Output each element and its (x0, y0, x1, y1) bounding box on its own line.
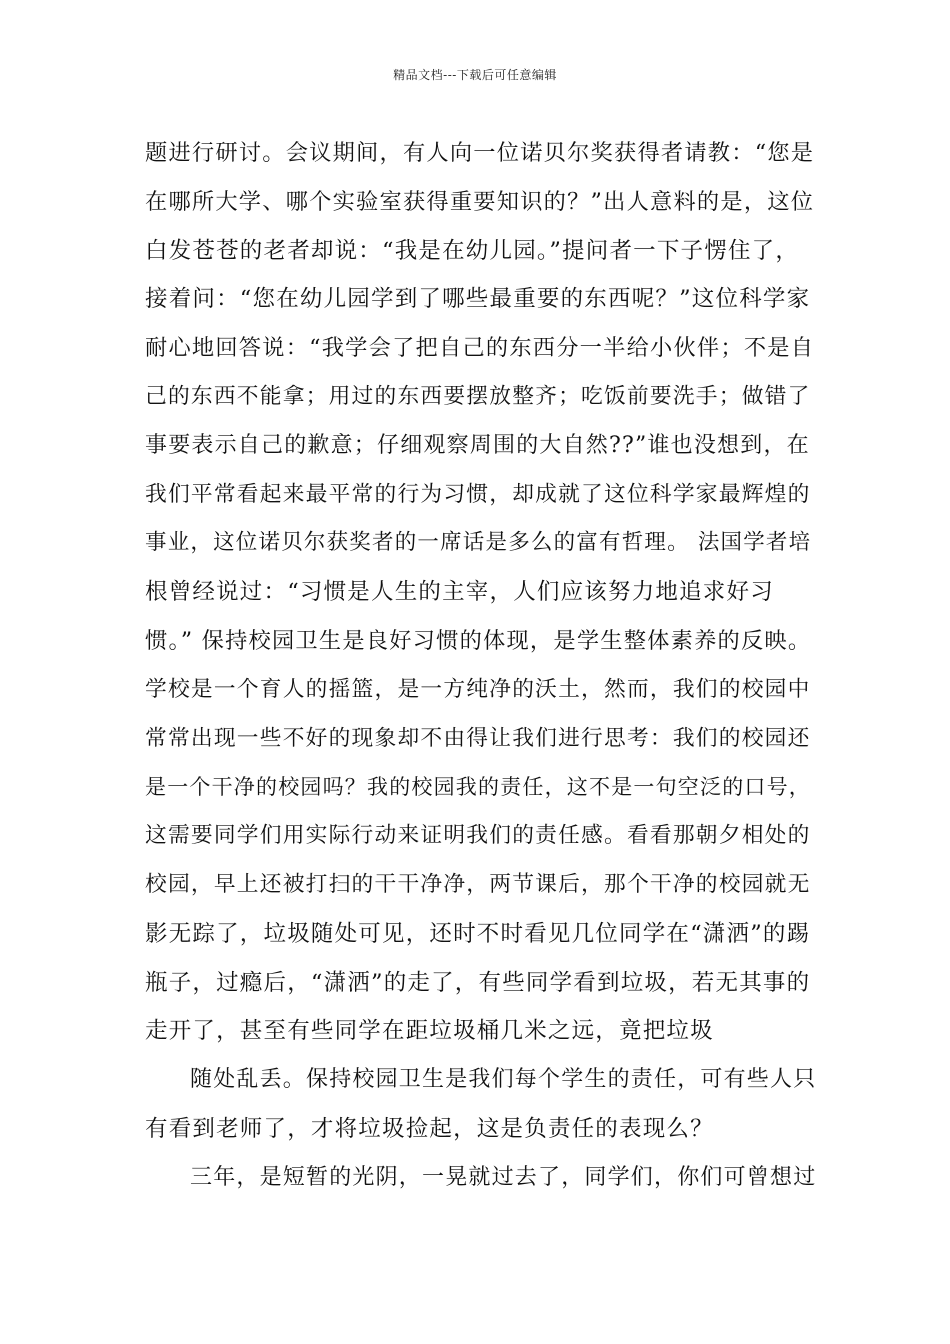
text-line: 走开了，甚至有些同学在距垃圾桶几米之远，竟把垃圾 (145, 1018, 714, 1045)
text-line: 在哪所大学、哪个实验室获得重要知识的？”出人意料的是，这位 (145, 188, 815, 215)
text-line: 学校是一个育人的摇篮，是一方纯净的沃土，然而，我们的校园中 (145, 676, 811, 702)
text-line: 惯。” 保持校园卫生是良好习惯的体现，是学生整体素养的反映。 (145, 627, 812, 654)
text-line: 我们平常看起来最平常的行为习惯，却成就了这位科学家最辉煌的 (145, 481, 811, 507)
text-line: 这需要同学们用实际行动来证明我们的责任感。看看那朝夕相处的 (145, 823, 811, 849)
text-line: 三年，是短暂的光阴，一晃就过去了，同学们，你们可曾想过 (190, 1164, 817, 1190)
text-line: 耐心地回答说：“我学会了把自己的东西分一半给小伙伴；不是自 (145, 335, 815, 362)
text-line: 影无踪了，垃圾随处可见，还时不时看见几位同学在“潇洒”的踢 (145, 920, 811, 947)
text-line: 己的东西不能拿；用过的东西要摆放整齐；吃饭前要洗手；做错了 (145, 383, 811, 409)
text-line: 题进行研讨。会议期间，有人向一位诺贝尔奖获得者请教：“您是 (145, 140, 815, 166)
text-line: 事要表示自己的歉意；仔细观察周围的大自然??”谁也没想到，在 (145, 432, 810, 458)
text-line: 白发苍苍的老者却说：“我是在幼儿园。”提问者一下子愣住了， (145, 237, 800, 264)
text-line: 随处乱丢。保持校园卫生是我们每个学生的责任，可有些人只 (190, 1067, 817, 1093)
text-line: 校园，早上还被打扫的干干净净，两节课后，那个干净的校园就无 (145, 871, 811, 897)
page-header: 精品文档---下载后可任意编辑 (393, 68, 557, 82)
text-line: 瓶子，过瘾后，“潇洒”的走了，有些同学看到垃圾，若无其事的 (145, 969, 811, 996)
text-line: 事业，这位诺贝尔获奖者的一席话是多么的富有哲理。 法国学者培 (145, 530, 812, 556)
text-line: 常常出现一些不好的现象却不由得让我们进行思考：我们的校园还 (145, 725, 811, 751)
text-line: 有看到老师了，才将垃圾捡起，这是负责任的表现么？ (145, 1115, 714, 1142)
body-text (145, 129, 815, 1203)
text-line: 根曾经说过：“习惯是人生的主宰，人们应该努力地追求好习 (145, 579, 774, 606)
text-line: 接着问：“您在幼儿园学到了哪些最重要的东西呢？”这位科学家 (145, 286, 811, 313)
text-line: 是一个干净的校园吗？我的校园我的责任，这不是一句空泛的口号， (145, 775, 811, 800)
